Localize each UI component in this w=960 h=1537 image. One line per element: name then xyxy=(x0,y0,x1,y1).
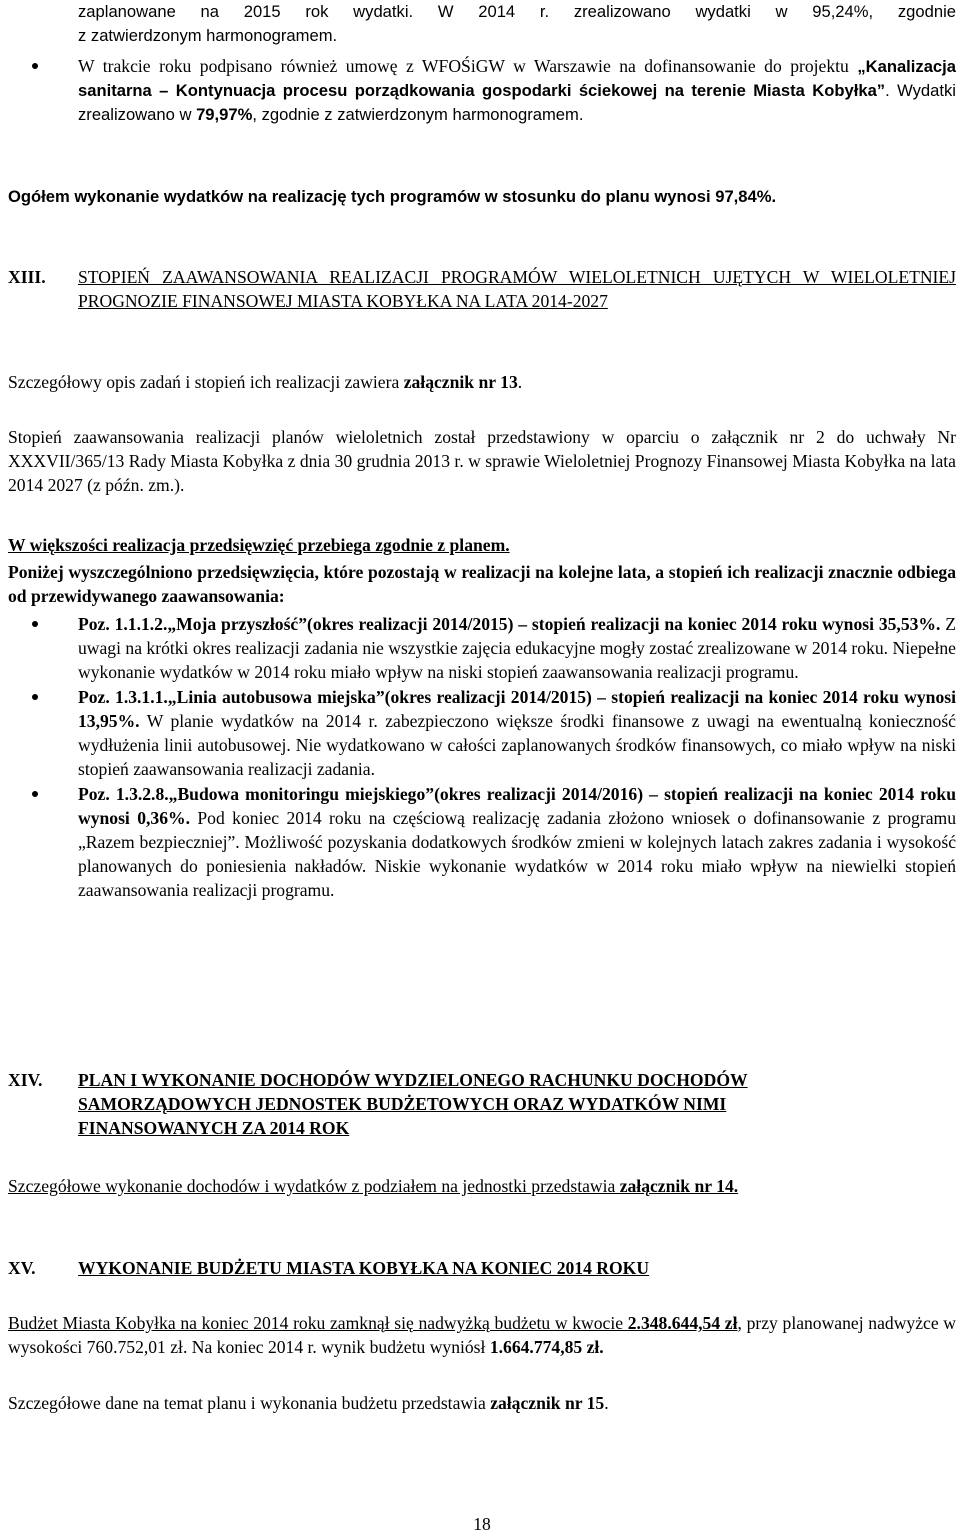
bullet-wfosigw-percent: 79,97% xyxy=(196,105,253,124)
list-item xyxy=(8,612,956,684)
section-xiii-para2: Stopień zaawansowania realizacji planów wieloletnich został przedstawiony w oparciu o załącznik nr 2 do uchwały Nr XXXVII/365/13 Rady Miasta Kobyłka z dnia 30 grudnia 2013 r. w sprawie Wieloletniej Prognozy Finansowej Miasta Kobyłka na lata 2014 2027 (z późn. zm.). xyxy=(8,427,956,495)
section-xiii-plan-heading: W większości realizacja przedsięwzięć przebiega zgodnie z planem. xyxy=(8,535,510,555)
list-item-bold: Poz. 1.3.2.8.„Budowa monitoringu miejskiego”(okres realizacji 2014/2016) – stopień realizacji na koniec 2014 roku wynosi 0,36%. xyxy=(78,784,956,828)
section-xv-surplus: 2.348.644,54 zł xyxy=(627,1313,738,1333)
intro-paragraph xyxy=(8,0,956,48)
bullet-dot xyxy=(32,791,38,797)
list-item-text: W planie wydatków na 2014 r. zabezpieczono większe środki finansowe z uwagi na ewentualną konieczność wydłużenia linii autobusowej. Nie wydatkowano w całości zaplanowanych środków finansowych, co miało wpływ na niski stopień zaawansowania realizacji zadania. xyxy=(78,711,956,779)
bullet-wfosigw-text-3: , zgodnie z zatwierdzonym harmonogramem. xyxy=(252,105,584,124)
section-xv-result: 1.664.774,85 zł. xyxy=(489,1337,604,1357)
section-xiv-title: PLAN I WYKONANIE DOCHODÓW WYDZIELONEGO RACHUNKU DOCHODÓW SAMORZĄDOWYCH JEDNOSTEK BUDŻETOWYCH ORAZ WYDATKÓW NIMI FINANSOWANYCH ZA 2014 ROK xyxy=(78,1070,748,1138)
bullet-dot xyxy=(32,621,38,627)
section-xiv-number: XIV. xyxy=(8,1070,43,1090)
summary-text: Ogółem wykonanie wydatków na realizację tych programów w stosunku do planu wynosi 97,84%. xyxy=(8,187,777,206)
bullet-wfosigw-project-name: „Kanalizacja sanitarna – Kontynuacja procesu porządkowania gospodarki ściekowej na terenie Miasta Kobyłka” xyxy=(78,57,956,100)
section-xv-p1c: , przy planowanej nadwyżce w wysokości 760.752,01 zł. Na koniec 2014 r. wynik budżetu wyniósł xyxy=(8,1313,957,1357)
section-xv-title: WYKONANIE BUDŻETU MIASTA KOBYŁKA NA KONIEC 2014 ROKU xyxy=(78,1258,650,1278)
list-item xyxy=(8,685,956,781)
list-item-bold: Poz. 1.3.1.1.„Linia autobusowa miejska”(okres realizacji 2014/2015) – stopień realizacji na koniec 2014 roku wynosi 13,95%. xyxy=(78,687,956,731)
section-xv-p2c: . xyxy=(604,1393,609,1413)
section-xiii-attachment: załącznik nr 13 xyxy=(403,372,518,392)
section-xiii-detail-end: . xyxy=(517,372,523,392)
section-xiv-heading xyxy=(8,1068,956,1140)
bullet-dot xyxy=(32,63,38,69)
section-xiii-number: XIII. xyxy=(8,267,46,287)
section-xv-number: XV. xyxy=(8,1258,36,1278)
section-xiv-text-main: Szczegółowe wykonanie dochodów i wydatków z podziałem na jednostki przedstawia xyxy=(8,1176,620,1196)
intro-line-2: z zatwierdzonym harmonogramem. xyxy=(78,26,338,45)
section-xv-p2a: Szczegółowe dane na temat planu i wykonania budżetu przedstawia xyxy=(8,1393,491,1413)
page-number: 18 xyxy=(473,1514,491,1534)
section-xv-para1 xyxy=(8,1311,956,1359)
bullet-dot xyxy=(32,694,38,700)
bullet-wfosigw xyxy=(8,54,956,127)
section-xiii-title: STOPIEŃ ZAAWANSOWANIA REALIZACJI PROGRAMÓW WIELOLETNICH UJĘTYCH W WIELOLETNIEJ PROGNOZIE FINANSOWEJ MIASTA KOBYŁKA NA LATA 2014-2027 xyxy=(78,267,956,311)
section-xiii-heading xyxy=(8,265,956,313)
section-xiii-detail-text: Szczegółowy opis zadań i stopień ich realizacji zawiera xyxy=(8,372,404,392)
section-xiii-item-list xyxy=(8,612,956,902)
list-item-bold: Poz. 1.1.1.2.„Moja przyszłość”(okres realizacji 2014/2015) – stopień realizacji na koniec 2014 roku wynosi 35,53%. xyxy=(78,614,941,634)
list-item xyxy=(8,782,956,902)
section-xiii-detail xyxy=(8,370,956,394)
section-xiii-below-heading: Poniżej wyszczególniono przedsięwzięcia, które pozostają w realizacji na kolejne lata, a stopień ich realizacji znacznie odbiega od przewidywanego zaawansowania: xyxy=(8,562,956,606)
section-xv-p1a: Budżet Miasta Kobyłka na koniec 2014 roku zamknął się nadwyżką budżetu w kwocie xyxy=(8,1313,628,1333)
section-xv-attachment: załącznik nr 15 xyxy=(490,1393,605,1413)
bullet-wfosigw-text-1: W trakcie roku podpisano również umowę z WFOŚiGW w Warszawie na dofinansowanie do projektu xyxy=(78,56,858,76)
section-xiv-attachment: załącznik nr 14. xyxy=(619,1176,739,1196)
list-item-text: Z uwagi na krótki okres realizacji zadania nie wszystkie zajęcia edukacyjne mogły zostać zrealizowane w 2014 roku. Niepełne wykonanie wydatków w 2014 roku miało wpływ na niski stopień zaawansowania realizacji programu. xyxy=(78,614,956,682)
bullet-wfosigw-text-2: . Wydatki zrealizowano w xyxy=(78,81,956,124)
section-xv-para2 xyxy=(8,1391,956,1415)
list-item-text: Pod koniec 2014 roku na częściową realizację zadania złożono wniosek o dofinansowanie z programu „Razem bezpieczniej”. Możliwość pozyskania dodatkowych środków zmieni w kolejnych latach zakres zadania i wysokość planowanych do poniesienia nakładów. Niskie wykonanie wydatków w 2014 roku miało wpływ na niewielki stopień zaawansowania realizacji programu. xyxy=(78,808,956,900)
intro-line-1: zaplanowane na 2015 rok wydatki. W 2014 r. zrealizowano wydatki w 95,24%, zgodnie xyxy=(78,2,956,21)
section-xiv-text xyxy=(8,1174,956,1198)
section-xv-heading xyxy=(8,1256,956,1280)
